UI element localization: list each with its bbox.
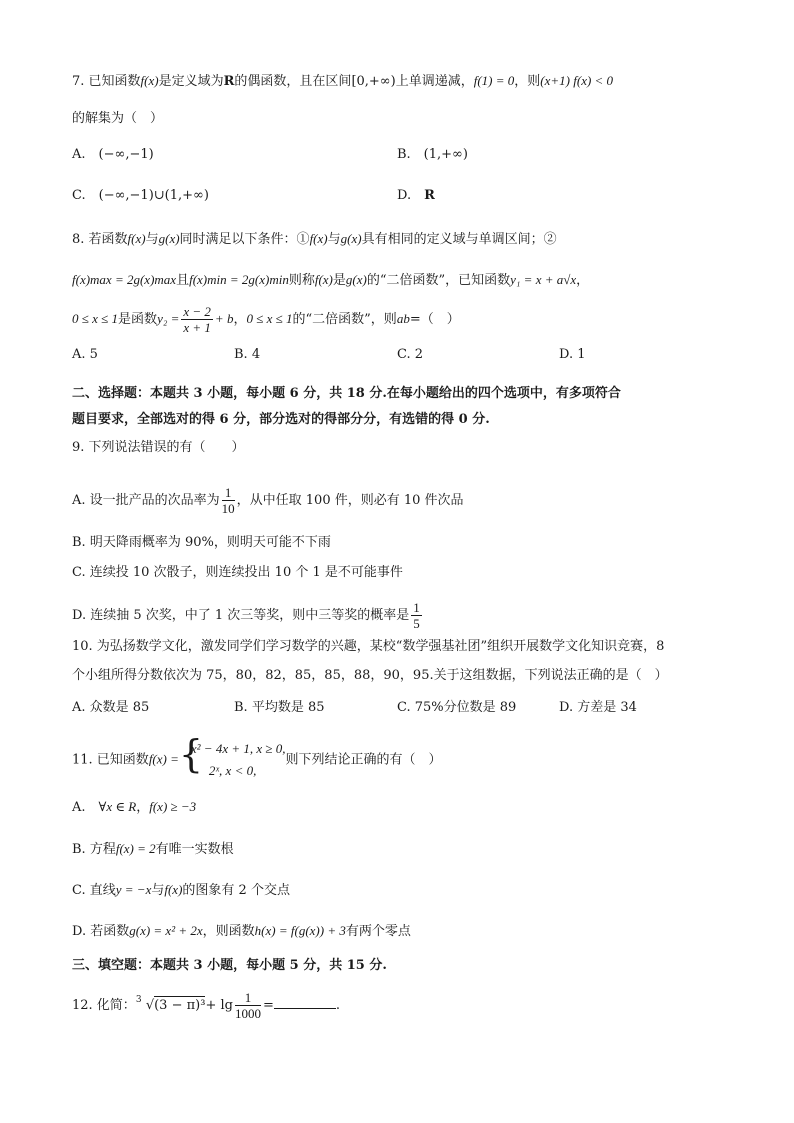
brace-icon: {	[178, 732, 204, 776]
q12-cube-root: 3 √(3 − π)³	[135, 995, 206, 1013]
q7-fx: f(x)	[140, 73, 159, 88]
q9-option-b: B. 明天降雨概率为 90%，则明天可能不下雨	[72, 535, 331, 550]
q8-option-b: B. 4	[234, 347, 261, 362]
q10-stem-line1: 10. 为弘扬数学文化，激发同学们学习数学的兴趣，某校“数学强基社团”组织开展数学文化知识竞赛，8	[72, 639, 665, 654]
q7-text: 上单调递减，	[395, 74, 474, 89]
q8-stem-line3: 0 ≤ x ≤ 1是函数y₂ = $\frac{x - 2}{x + 1}$ + b，0 ≤ x ≤ 1的“二倍函数”，则ab=（ ）	[72, 304, 460, 335]
q11-option-c: C. 直线y = −x与f(x)的图象有 2 个交点	[72, 882, 290, 898]
q11-piecewise: { x² − 4x + 1, x ≥ 0, 2ˣ, x < 0,	[178, 732, 286, 778]
q7-option-b: B. (1,+∞)	[397, 147, 468, 162]
q9-stem: 9. 下列说法错误的有（ ）	[72, 440, 245, 455]
q11-option-d: D. 若函数g(x) = x² + 2x，则函数h(x) = f(g(x)) + 3有两个零点	[72, 923, 411, 939]
q7-option-c: C. (−∞,−1)∪(1,+∞)	[72, 188, 209, 203]
q7-text: 是定义域为	[158, 74, 224, 89]
q9-option-a: A. 设一批产品的次品率为 $\frac{1}{10}$ ，从中任取 100 件，则必有 10 件次品	[72, 485, 464, 516]
q7-text: 7. 已知函数	[72, 74, 141, 89]
q7-interval: [0,+∞)	[351, 74, 396, 89]
q10-option-a: A. 众数是 85	[72, 700, 150, 715]
answer-blank[interactable]	[274, 996, 336, 1009]
q8-option-c: C. 2	[397, 347, 424, 362]
q7-stem-line2: 的解集为（ ）	[72, 111, 164, 126]
q7-stem-line1	[72, 72, 613, 91]
q7-R: R	[223, 74, 235, 89]
q12-fraction: $\frac{1}{1000}$	[234, 990, 261, 1021]
q11-option-b: B. 方程f(x) = 2有唯一实数根	[72, 841, 234, 857]
q8-stem-line1: 8. 若函数f(x)与g(x)同时满足以下条件：①f(x)与g(x)具有相同的定义域与单调区间；②	[72, 231, 557, 247]
q9-fraction-d: $\frac{1}{5}$	[413, 600, 420, 631]
q10-option-b: B. 平均数是 85	[234, 700, 325, 715]
radical-icon: √	[145, 998, 155, 1013]
q7-option-d: D. R	[397, 188, 435, 203]
q11-stem: 11. 已知函数f(x) = { x² − 4x + 1, x ≥ 0, 2ˣ, x < 0, 则下列结论正确的有（ ）	[72, 738, 442, 782]
q7-f1: f(1) = 0	[473, 73, 515, 88]
q11-option-a: A. ∀x ∈ R，f(x) ≥ −3	[72, 799, 197, 815]
q7-text: 的偶函数，且在区间	[234, 74, 352, 89]
q7-inequality: (x+1) f(x) < 0	[540, 73, 614, 88]
q8-stem-line2: f(x)max = 2g(x)max且f(x)min = 2g(x)min则称f(x)是g(x)的“二倍函数”，已知函数y₁ = x + a√x，	[72, 272, 590, 288]
q8-option-d: D. 1	[559, 347, 586, 362]
q7-text: ，则	[514, 74, 541, 89]
q8-option-a: A. 5	[72, 347, 98, 362]
q9-option-d: D. 连续抽 5 次奖，中了 1 次三等奖，则中三等奖的概率是 $\frac{1}{5}$	[72, 600, 420, 631]
q10-stem-line2: 个小组所得分数依次为 75，80，82，85，85，88，90，95.关于这组数据，下列说法正确的是（ ）	[72, 668, 668, 683]
q7-option-a: A. (−∞,−1)	[72, 147, 154, 162]
q10-option-d: D. 方差是 34	[559, 700, 637, 715]
section-3-heading: 三、填空题：本题共 3 小题，每小题 5 分，共 15 分.	[72, 958, 387, 973]
q9-option-c: C. 连续投 10 次骰子，则连续投出 10 个 1 是不可能事件	[72, 565, 403, 580]
section-2-heading-line1: 二、选择题：本题共 3 小题，每小题 6 分，共 18 分.在每小题给出的四个选项中，有多项符合	[72, 386, 621, 401]
q11-fx: f(x) =	[148, 751, 179, 767]
q10-option-c: C. 75%分位数是 89	[397, 700, 517, 715]
q9-fraction-a: $\frac{1}{10}$	[221, 485, 235, 516]
q12-stem: 12. 化简： 3 √(3 − π)³+ lg $\frac{1}{1000}$ = .	[72, 990, 340, 1021]
section-2-heading-line2: 题目要求，全部选对的得 6 分，部分选对的得部分分，有选错的得 0 分.	[72, 412, 490, 427]
q8-fraction: $\frac{x - 2}{x + 1}$	[183, 304, 211, 335]
